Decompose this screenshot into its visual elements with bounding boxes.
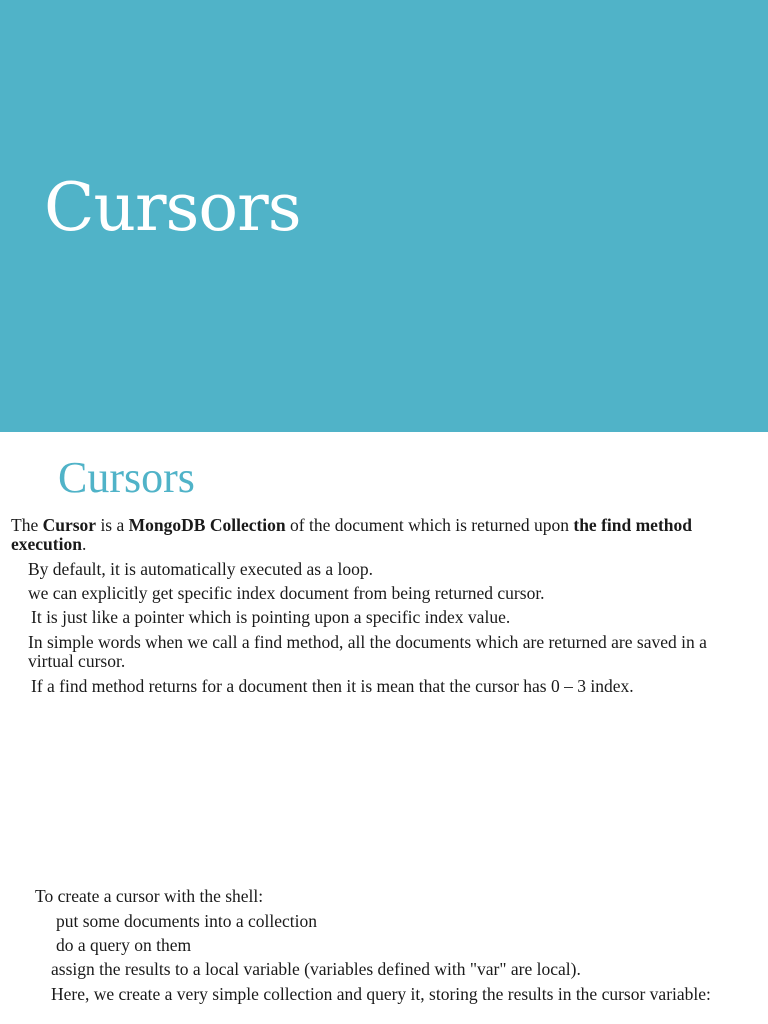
intro-text: The xyxy=(11,515,43,535)
bullet-item: If a find method returns for a document then it is mean that the cursor has 0 – 3 index. xyxy=(31,676,634,696)
intro-bold-cursor: Cursor xyxy=(42,515,97,535)
intro-bold-find: the find method execution xyxy=(11,515,692,554)
bullet-item: In simple words when we call a find method, all the documents which are returned are saved in a virtual cursor. xyxy=(28,632,707,671)
bullet-item: It is just like a pointer which is pointing upon a specific index value. xyxy=(31,607,511,627)
bullet-item: By default, it is automatically executed as a loop. xyxy=(28,559,374,579)
title-slide xyxy=(0,0,768,432)
intro-text: of the document which is returned upon xyxy=(285,515,574,535)
shell-step: Here, we create a very simple collection and query it, storing the results in the cursor variable: xyxy=(51,984,711,1004)
intro-bold-collection: MongoDB Collection xyxy=(128,515,286,535)
shell-step: do a query on them xyxy=(56,935,192,955)
content-slide xyxy=(0,432,768,1024)
shell-step: assign the results to a local variable (variables defined with "var" are local). xyxy=(51,959,581,979)
intro-text: . xyxy=(81,534,87,554)
slide-heading: Cursors xyxy=(58,453,195,502)
shell-step: To create a cursor with the shell: xyxy=(35,886,264,906)
bullet-item: we can explicitly get specific index document from being returned cursor. xyxy=(28,583,545,603)
intro-paragraph xyxy=(11,516,756,554)
shell-step: put some documents into a collection xyxy=(56,911,317,931)
slide-title: Cursors xyxy=(44,169,301,246)
intro-text: is a xyxy=(96,515,129,535)
